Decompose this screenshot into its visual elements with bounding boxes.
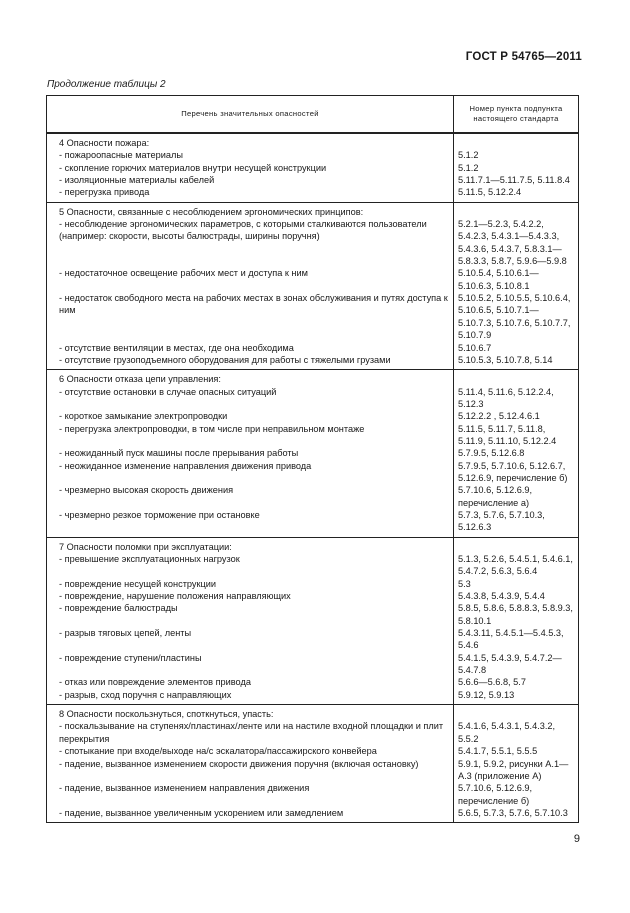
hazard-item	[47, 509, 454, 537]
table-row	[47, 354, 579, 370]
hazard-item	[47, 292, 454, 341]
hazard-item-text: - повреждение несущей конструкции	[59, 578, 217, 589]
hazard-item	[47, 676, 454, 688]
hazard-item-text: - чрезмерно резкое торможение при остановке	[59, 509, 260, 520]
hazard-item-text: - отсутствие остановки в случае опасных ситуаций	[59, 386, 277, 397]
clause-reference: 5.4.1.6, 5.4.3.1, 5.4.3.2, 5.5.2	[454, 720, 579, 745]
clause-reference: 5.10.5.3, 5.10.7.8, 5.14	[454, 354, 579, 370]
hazard-item	[47, 149, 454, 161]
hazard-item-text: - разрыв тяговых цепей, ленты	[59, 628, 192, 639]
clause-reference: 5.10.5.4, 5.10.6.1—5.10.6.3, 5.10.8.1	[454, 267, 579, 292]
clause-reference: 5.11.4, 5.11.6, 5.12.2.4, 5.12.3	[454, 386, 579, 411]
hazard-item	[47, 689, 454, 705]
hazard-item-text: - превышение эксплуатационных нагрузок	[59, 554, 240, 564]
group-heading-row	[47, 537, 579, 553]
column-header-clause: Номер пункта подпункта настоящего стандарта	[454, 96, 579, 134]
table-row	[47, 652, 579, 677]
page-number: 9	[573, 833, 580, 845]
table-row	[47, 460, 579, 485]
hazard-item-text: - повреждение балюстрады	[59, 603, 178, 614]
hazard-item	[47, 460, 454, 485]
table-row	[47, 267, 579, 292]
table-row	[47, 578, 579, 590]
hazard-item-text: - неожиданный пуск машины после прерывания работы	[59, 448, 299, 459]
hazard-item	[47, 484, 454, 509]
group-heading-ref	[454, 705, 579, 721]
group-heading-ref	[454, 202, 579, 218]
hazard-item-text: - отказ или повреждение элементов привода	[59, 677, 251, 688]
hazard-item	[47, 578, 454, 590]
table-row	[47, 627, 579, 652]
hazard-item-text: - изоляционные материалы кабелей	[59, 175, 215, 186]
clause-reference: 5.7.9.5, 5.12.6.8	[454, 447, 579, 459]
column-header-hazards: Перечень значительных опасностей	[47, 96, 454, 134]
document-code: ГОСТ Р 54765—2011	[465, 51, 582, 63]
clause-reference: 5.12.2.2 , 5.12.4.6.1	[454, 410, 579, 422]
clause-reference: 5.11.5, 5.12.2.4	[454, 186, 579, 202]
table-row	[47, 162, 579, 174]
hazard-item	[47, 627, 454, 652]
hazard-item	[47, 758, 454, 783]
table-row	[47, 807, 579, 823]
table-body	[47, 133, 579, 823]
hazard-item	[47, 410, 454, 422]
hazard-item	[47, 218, 454, 267]
group-heading-row	[47, 133, 579, 149]
table-continuation-label: Продолжение таблицы 2	[47, 79, 166, 90]
clause-reference: 5.4.3.11, 5.4.5.1—5.4.5.3, 5.4.6	[454, 627, 579, 652]
hazard-item-text: - скопление горючих материалов внутри несущей конструкции	[59, 162, 327, 173]
hazard-item-text: - несоблюдение эргономических параметров, с которыми сталкиваются пользователи (например: скорости, высоты балюстрады, ширины поручня)	[59, 219, 427, 242]
clause-reference: 5.11.5, 5.11.7, 5.11.8, 5.11.9, 5.11.10, 5.12.2.4	[454, 423, 579, 448]
clause-reference: 5.7.10.6, 5.12.6.9, перечисление а)	[454, 484, 579, 509]
hazard-item-text: - чрезмерно высокая скорость движения	[59, 485, 234, 496]
clause-reference: 5.11.7.1—5.11.7.5, 5.11.8.4	[454, 174, 579, 186]
table-row	[47, 342, 579, 354]
clause-reference: 5.2.1—5.2.3, 5.4.2.2, 5.4.2.3, 5.4.3.1—5.4.3.3, 5.4.3.6, 5.4.3.7, 5.8.3.1—5.8.3.3, 5.8.7, 5.9.6—5.9.8	[454, 218, 579, 267]
group-heading: 8 Опасности поскользнуться, споткнуться, упасть:	[47, 705, 454, 721]
hazard-item-text: - перегрузка электропроводки, в том числе при неправильном монтаже	[59, 423, 365, 434]
table-row	[47, 410, 579, 422]
group-heading-ref	[454, 133, 579, 149]
hazard-item-text: - отсутствие грузоподъемного оборудования для работы с тяжелыми грузами	[59, 354, 391, 365]
hazard-item-text: - повреждение, нарушение положения направляющих	[59, 591, 291, 602]
group-heading-row	[47, 370, 579, 386]
hazard-item	[47, 186, 454, 202]
clause-reference: 5.7.10.6, 5.12.6.9, перечисление б)	[454, 782, 579, 807]
table-row	[47, 720, 579, 745]
clause-reference: 5.1.2	[454, 149, 579, 161]
group-heading-row	[47, 202, 579, 218]
group-heading: 7 Опасности поломки при эксплуатации:	[47, 537, 454, 553]
hazard-item-text: - падение, вызванное увеличенным ускорением или замедлением	[59, 807, 344, 818]
hazard-item-text: - отсутствие вентиляции в местах, где она необходима	[59, 342, 294, 353]
hazard-item-text: - спотыкание при входе/выходе на/с эскалатора/пассажирского конвейера	[59, 746, 377, 757]
table-row	[47, 423, 579, 448]
hazard-item-text: - короткое замыкание электропроводки	[59, 411, 228, 422]
hazard-item-text: - разрыв, сход поручня с направляющих	[59, 689, 232, 700]
clause-reference: 5.9.12, 5.9.13	[454, 689, 579, 705]
hazard-item	[47, 745, 454, 757]
hazard-item-text: - пожароопасные материалы	[59, 150, 183, 161]
hazard-item-text: - падение, вызванное изменением скорости движения поручня (включая остановку)	[59, 758, 419, 769]
hazard-item-text: - падение, вызванное изменением направления движения	[59, 783, 310, 794]
hazard-item-text: - недостаток свободного места на рабочих местах в зонах обслуживания и путях доступа к ним	[59, 293, 448, 316]
table-row	[47, 590, 579, 602]
hazard-item	[47, 354, 454, 370]
clause-reference: 5.10.6.7	[454, 342, 579, 354]
hazard-item	[47, 342, 454, 354]
table-row	[47, 553, 579, 578]
clause-reference: 5.9.1, 5.9.2, рисунки А.1—А.3 (приложение А)	[454, 758, 579, 783]
hazard-item	[47, 720, 454, 745]
hazard-item	[47, 782, 454, 807]
hazard-item	[47, 423, 454, 448]
table-row	[47, 186, 579, 202]
hazard-item	[47, 174, 454, 186]
clause-reference: 5.1.3, 5.2.6, 5.4.5.1, 5.4.6.1, 5.4.7.2, 5.6.3, 5.6.4	[454, 553, 579, 578]
table-row	[47, 758, 579, 783]
group-heading: 6 Опасности отказа цепи управления:	[47, 370, 454, 386]
clause-reference: 5.6.5, 5.7.3, 5.7.6, 5.7.10.3	[454, 807, 579, 823]
table-row	[47, 447, 579, 459]
clause-reference: 5.7.3, 5.7.6, 5.7.10.3, 5.12.6.3	[454, 509, 579, 537]
clause-reference: 5.1.2	[454, 162, 579, 174]
table-row	[47, 689, 579, 705]
hazard-item-text: - повреждение ступени/пластины	[59, 652, 202, 663]
group-heading-row	[47, 705, 579, 721]
table-row	[47, 218, 579, 267]
table-row	[47, 149, 579, 161]
clause-reference: 5.4.3.8, 5.4.3.9, 5.4.4	[454, 590, 579, 602]
table-row	[47, 602, 579, 627]
hazard-item	[47, 386, 454, 411]
hazard-item-text: - перегрузка привода	[59, 187, 150, 198]
table-row	[47, 509, 579, 537]
hazard-item-text: - поскальзывание на ступенях/пластинах/ленте или на настиле входной площадки и плит перекрытия	[59, 721, 444, 744]
hazard-item	[47, 553, 454, 578]
table-row	[47, 484, 579, 509]
hazard-item	[47, 590, 454, 602]
clause-reference: 5.6.6—5.6.8, 5.7	[454, 676, 579, 688]
hazard-item-text: - неожиданное изменение направления движения привода	[59, 460, 312, 471]
table-row	[47, 174, 579, 186]
clause-reference: 5.10.5.2, 5.10.5.5, 5.10.6.4, 5.10.6.5, 5.10.7.1—5.10.7.3, 5.10.7.6, 5.10.7.7, 5.10.7.9	[454, 292, 579, 341]
group-heading: 4 Опасности пожара:	[47, 133, 454, 149]
hazard-item	[47, 162, 454, 174]
hazard-item	[47, 652, 454, 677]
hazard-item	[47, 267, 454, 292]
clause-reference: 5.4.1.7, 5.5.1, 5.5.5	[454, 745, 579, 757]
table-row	[47, 745, 579, 757]
table-row	[47, 676, 579, 688]
table-header-row	[47, 96, 579, 134]
clause-reference: 5.4.1.5, 5.4.3.9, 5.4.7.2—5.4.7.8	[454, 652, 579, 677]
group-heading-ref	[454, 370, 579, 386]
clause-reference: 5.7.9.5, 5.7.10.6, 5.12.6.7, 5.12.6.9, перечисление б)	[454, 460, 579, 485]
group-heading-ref	[454, 537, 579, 553]
hazard-item	[47, 807, 454, 823]
table-row	[47, 292, 579, 341]
clause-reference: 5.3	[454, 578, 579, 590]
table-row	[47, 782, 579, 807]
hazard-item	[47, 447, 454, 459]
hazard-item	[47, 602, 454, 627]
group-heading: 5 Опасности, связанные с несоблюдением эргономических принципов:	[47, 202, 454, 218]
table-row	[47, 386, 579, 411]
clause-reference: 5.8.5, 5.8.6, 5.8.8.3, 5.8.9.3, 5.8.10.1	[454, 602, 579, 627]
hazards-table	[46, 95, 579, 823]
hazard-item-text: - недостаточное освещение рабочих мест и доступа к ним	[59, 268, 308, 279]
